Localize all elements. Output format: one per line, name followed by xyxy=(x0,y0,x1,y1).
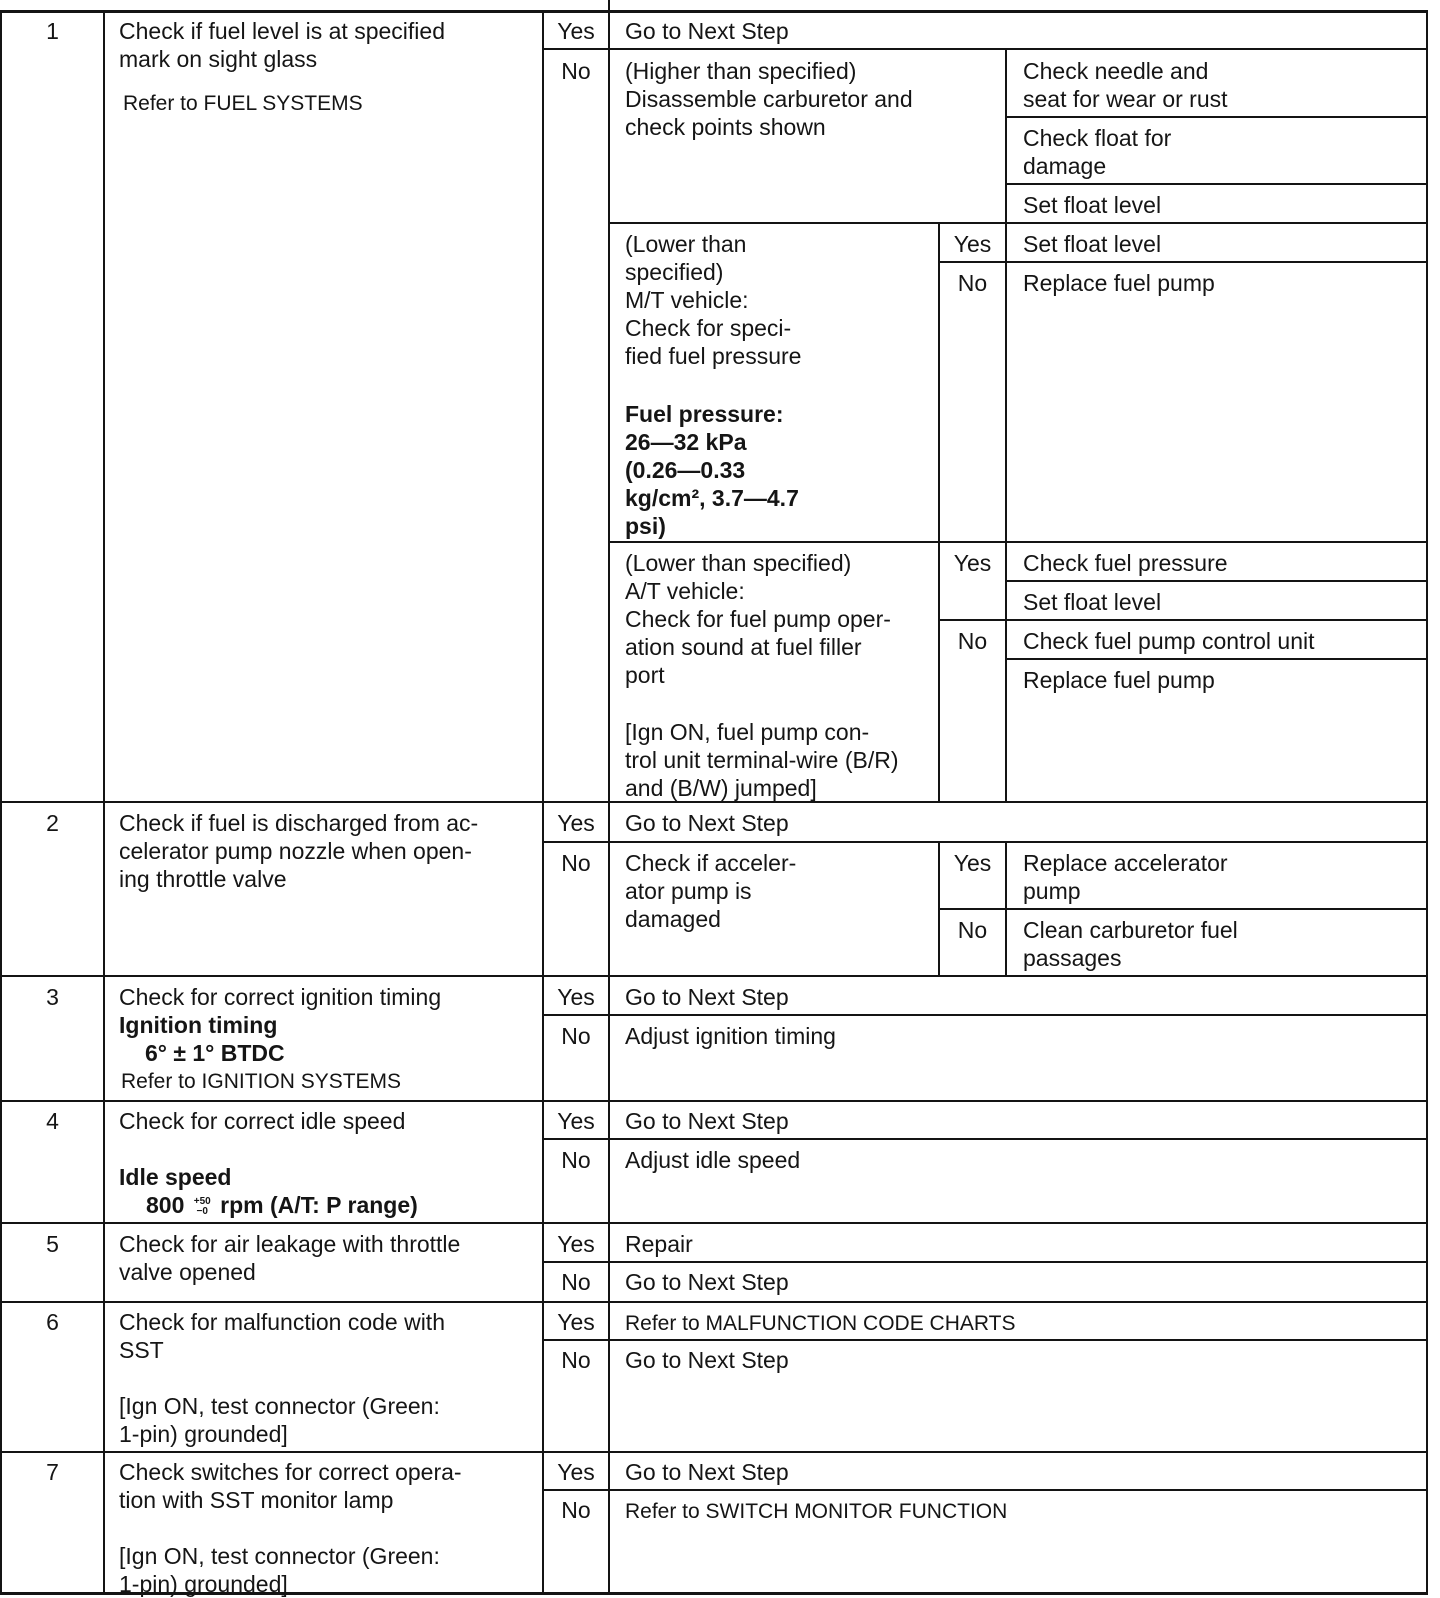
action-text: Replace fuel pump xyxy=(1023,667,1215,693)
yes-label: Yes xyxy=(557,984,595,1010)
check-description: Check switches for correct opera- tion with SST monitor lamp xyxy=(119,1459,462,1513)
spec-label: Idle speed xyxy=(119,1164,232,1190)
reference-note: Refer to IGNITION SYSTEMS xyxy=(121,1070,402,1093)
yes-label: Yes xyxy=(557,1231,595,1257)
no-label: No xyxy=(957,917,988,943)
no-label: No xyxy=(561,1147,591,1173)
step-number: 4 xyxy=(46,1108,59,1134)
check-description: Check for correct ignition timing xyxy=(119,984,442,1010)
reference-note: Refer to FUEL SYSTEMS xyxy=(123,92,363,115)
action-text: Refer to MALFUNCTION CODE CHARTS xyxy=(625,1312,1016,1335)
spec-label: Ignition timing xyxy=(119,1012,278,1038)
action-text: Replace fuel pump xyxy=(1023,270,1215,296)
step-number: 6 xyxy=(46,1309,59,1335)
no-label: No xyxy=(957,628,988,654)
no-label: No xyxy=(561,58,591,84)
higher-than-specified-text: (Higher than specified) Disassemble carburetor and check points shown xyxy=(625,58,913,140)
yes-label: Yes xyxy=(953,550,992,576)
action-text: Go to Next Step xyxy=(625,984,789,1010)
no-label: No xyxy=(561,1023,591,1049)
condition-note: [Ign ON, fuel pump con- trol unit terminal-wire (B/R) and (B/W) jumped] xyxy=(625,719,899,801)
check-description: Check for correct idle speed xyxy=(119,1108,406,1134)
step-number: 5 xyxy=(46,1231,59,1257)
action-text: Check fuel pressure xyxy=(1023,550,1228,576)
check-point: Set float level xyxy=(1023,192,1162,218)
condition-note: [Ign ON, test connector (Green: 1-pin) grounded] xyxy=(119,1543,440,1597)
step-number: 7 xyxy=(46,1459,59,1485)
yes-label: Yes xyxy=(557,1459,595,1485)
spec-unit: rpm (A/T: P range) xyxy=(220,1192,418,1218)
action-text: Set float level xyxy=(1023,589,1162,615)
fuel-pressure-spec: Fuel pressure: 26—32 kPa (0.26—0.33 kg/cm², 3.7—4.7 psi) xyxy=(625,401,799,539)
check-description: Check if fuel is discharged from ac- celerator pump nozzle when open- ing throttle valve xyxy=(119,810,479,892)
action-text: Repair xyxy=(625,1231,693,1257)
spec-value-line xyxy=(146,1191,536,1219)
action-text: Adjust ignition timing xyxy=(625,1023,836,1049)
spec-value: 800 xyxy=(146,1192,185,1218)
spec-value: 6° ± 1° BTDC xyxy=(145,1040,285,1066)
no-label: No xyxy=(561,1497,591,1523)
action-text: Go to Next Step xyxy=(625,1459,789,1485)
lower-mt-text: (Lower than specified) M/T vehicle: Check for speci- fied fuel pressure xyxy=(625,231,802,369)
yes-label: Yes xyxy=(557,810,595,836)
condition-note: [Ign ON, test connector (Green: 1-pin) grounded] xyxy=(119,1393,440,1447)
yes-label: Yes xyxy=(953,231,992,257)
action-text: Refer to SWITCH MONITOR FUNCTION xyxy=(625,1500,1008,1523)
yes-label: Yes xyxy=(953,850,992,876)
action-text: Go to Next Step xyxy=(625,1108,789,1134)
action-text: Check fuel pump control unit xyxy=(1023,628,1315,654)
check-point: Check float for damage xyxy=(1023,125,1172,179)
tolerance-minus: −0 xyxy=(196,1205,208,1217)
check-description: Check for malfunction code with SST xyxy=(119,1309,445,1363)
check-description: Check for air leakage with throttle valve opened xyxy=(119,1231,461,1285)
tolerance-plus: +50 xyxy=(193,1195,211,1207)
no-label: No xyxy=(561,1347,591,1373)
step-number: 3 xyxy=(46,984,59,1010)
action-text: Go to Next Step xyxy=(625,18,789,44)
action-text: Go to Next Step xyxy=(625,1347,789,1373)
action-text: Replace accelerator pump xyxy=(1023,850,1228,904)
action-text: Go to Next Step xyxy=(625,810,789,836)
check-description: Check if fuel level is at specified mark on sight glass xyxy=(119,18,445,72)
no-label: No xyxy=(561,1269,591,1295)
step-number: 1 xyxy=(46,18,59,44)
action-text: Clean carburetor fuel passages xyxy=(1023,917,1238,971)
yes-label: Yes xyxy=(557,1309,595,1335)
no-label: No xyxy=(957,270,988,296)
yes-label: Yes xyxy=(557,18,595,44)
action-text: Set float level xyxy=(1023,231,1162,257)
sub-check-description: Check if acceler- ator pump is damaged xyxy=(625,850,797,932)
check-point: Check needle and seat for wear or rust xyxy=(1023,58,1228,112)
step-number: 2 xyxy=(46,810,59,836)
lower-at-text: (Lower than specified) A/T vehicle: Check for fuel pump oper- ation sound at fuel filler port xyxy=(625,550,891,688)
no-label: No xyxy=(561,850,591,876)
yes-label: Yes xyxy=(557,1108,595,1134)
action-text: Adjust idle speed xyxy=(625,1147,801,1173)
action-text: Go to Next Step xyxy=(625,1269,789,1295)
